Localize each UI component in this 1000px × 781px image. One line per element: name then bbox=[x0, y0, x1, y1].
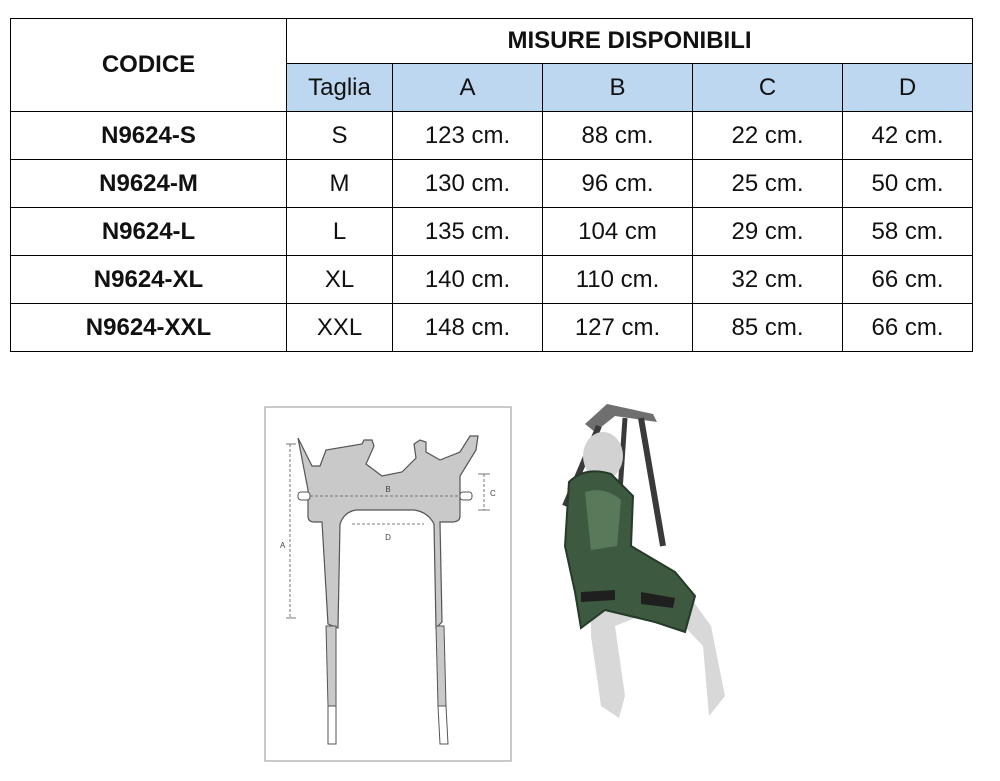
table-row bbox=[11, 304, 973, 352]
cell-d: 50 cm. bbox=[843, 160, 973, 208]
table-row bbox=[11, 208, 973, 256]
dimension-c-label: C bbox=[490, 489, 496, 498]
subheader-b: B bbox=[543, 64, 693, 112]
subheader-d: D bbox=[843, 64, 973, 112]
cell-size: XL bbox=[287, 256, 393, 304]
cell-size: M bbox=[287, 160, 393, 208]
cell-b: 127 cm. bbox=[543, 304, 693, 352]
cell-code: N9624-XL bbox=[11, 256, 287, 304]
cell-b: 110 cm. bbox=[543, 256, 693, 304]
cell-c: 25 cm. bbox=[693, 160, 843, 208]
cell-size: L bbox=[287, 208, 393, 256]
cell-code: N9624-S bbox=[11, 112, 287, 160]
sling-dimension-drawing bbox=[264, 406, 512, 762]
cell-c: 29 cm. bbox=[693, 208, 843, 256]
cell-d: 58 cm. bbox=[843, 208, 973, 256]
cell-code: N9624-M bbox=[11, 160, 287, 208]
sling-in-use-image bbox=[545, 396, 775, 736]
header-sizes: MISURE DISPONIBILI bbox=[287, 19, 973, 64]
cell-d: 66 cm. bbox=[843, 256, 973, 304]
cell-a: 123 cm. bbox=[393, 112, 543, 160]
cell-b: 96 cm. bbox=[543, 160, 693, 208]
dimension-d-label: D bbox=[385, 533, 391, 542]
dimension-b-label: B bbox=[385, 485, 391, 494]
cell-size: XXL bbox=[287, 304, 393, 352]
cell-b: 104 cm bbox=[543, 208, 693, 256]
cell-a: 135 cm. bbox=[393, 208, 543, 256]
cell-code: N9624-L bbox=[11, 208, 287, 256]
subheader-a: A bbox=[393, 64, 543, 112]
table-row bbox=[11, 112, 973, 160]
subheader-c: C bbox=[693, 64, 843, 112]
cell-d: 66 cm. bbox=[843, 304, 973, 352]
cell-code: N9624-XXL bbox=[11, 304, 287, 352]
table-row bbox=[11, 160, 973, 208]
cell-d: 42 cm. bbox=[843, 112, 973, 160]
subheader-size: Taglia bbox=[287, 64, 393, 112]
cell-c: 85 cm. bbox=[693, 304, 843, 352]
cell-b: 88 cm. bbox=[543, 112, 693, 160]
cell-size: S bbox=[287, 112, 393, 160]
sizes-table bbox=[10, 18, 973, 352]
cell-c: 32 cm. bbox=[693, 256, 843, 304]
cell-a: 140 cm. bbox=[393, 256, 543, 304]
dimension-a-label: A bbox=[280, 541, 286, 550]
cell-c: 22 cm. bbox=[693, 112, 843, 160]
table-row bbox=[11, 256, 973, 304]
cell-a: 130 cm. bbox=[393, 160, 543, 208]
cell-a: 148 cm. bbox=[393, 304, 543, 352]
header-code: CODICE bbox=[11, 19, 287, 112]
